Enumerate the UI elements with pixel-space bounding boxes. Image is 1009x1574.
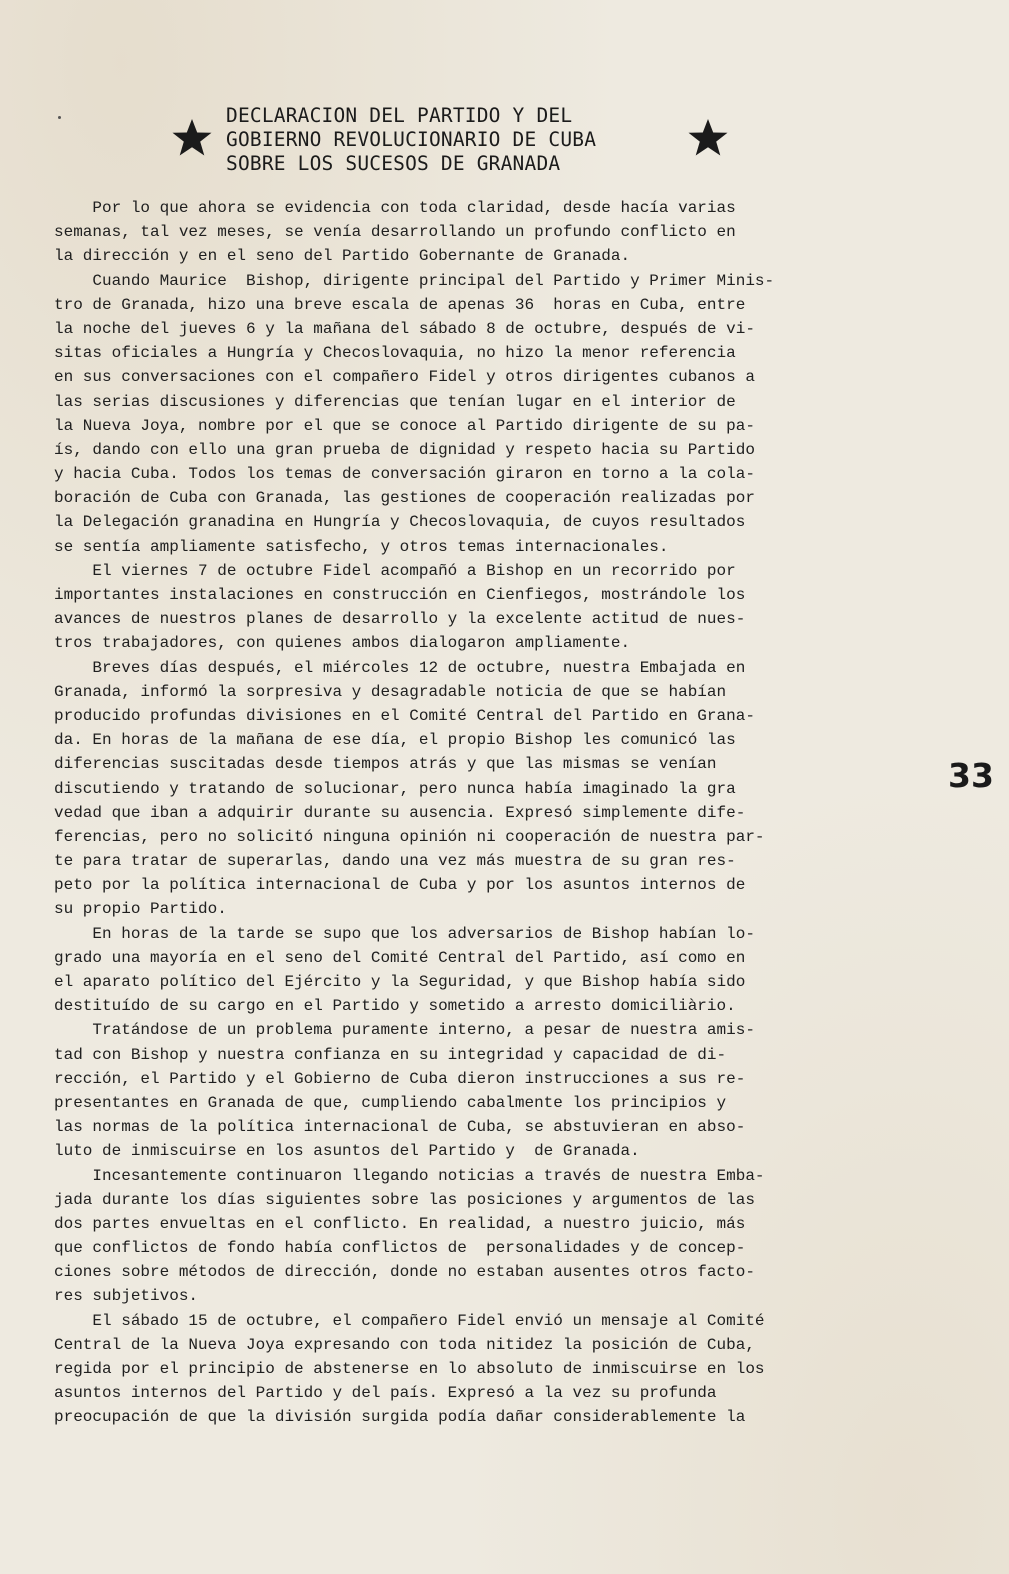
text-line: Cuando Maurice Bishop, dirigente principal del Partido y Primer Minis- <box>54 271 775 290</box>
text-line: El sábado 15 de octubre, el compañero Fidel envió un mensaje al Comité <box>54 1311 765 1330</box>
text-line: rección, el Partido y el Gobierno de Cuba dieron instrucciones a sus re- <box>54 1069 746 1088</box>
text-line: Granada, informó la sorpresiva y desagradable noticia de que se habían <box>54 682 727 701</box>
star-icon <box>686 116 730 160</box>
text-line: da. En horas de la mañana de ese día, el propio Bishop les comunicó las <box>54 731 736 750</box>
text-line: la Nueva Joya, nombre por el que se conoce al Partido dirigente de su pa- <box>54 416 755 435</box>
text-line: en sus conversaciones con el compañero Fidel y otros dirigentes cubanos a <box>54 368 755 387</box>
text-line: importantes instalaciones en construcción en Cienfiegos, mostrándole los <box>54 586 746 604</box>
text-line: grado una mayoría en el seno del Comité Central del Partido, así como en <box>54 948 746 967</box>
text-line: Breves días después, el miércoles 12 de octubre, nuestra Embajada en <box>54 658 746 677</box>
text-line: ciones sobre métodos de dirección, donde no estaban ausentes otros facto- <box>54 1263 755 1282</box>
speck-mark <box>58 116 61 119</box>
text-line: jada durante los días siguientes sobre las posiciones y argumentos de las <box>54 1190 755 1209</box>
title-line: DECLARACION DEL PARTIDO Y DEL <box>226 104 573 127</box>
paragraph <box>54 1309 944 1430</box>
text-line: producido profundas divisiones en el Comité Central del Partido en Grana- <box>54 706 755 725</box>
text-line: te para tratar de superarlas, dando una vez más muestra de su gran res- <box>54 852 736 871</box>
text-line: que conflictos de fondo había conflictos de personalidades y de concep- <box>54 1239 746 1258</box>
text-line: avances de nuestros planes de desarrollo y la excelente actitud de nues- <box>54 610 746 629</box>
page-number: 33 <box>948 756 994 795</box>
text-line: En horas de la tarde se supo que los adversarios de Bishop habían lo- <box>54 924 755 943</box>
text-line: y hacia Cuba. Todos los temas de conversación giraron en torno a la cola- <box>54 465 755 484</box>
text-line: tad con Bishop y nuestra confianza en su integridad y capacidad de di- <box>54 1045 727 1064</box>
text-line: discutiendo y tratando de solucionar, pero nunca había imaginado la gra <box>54 779 736 798</box>
document-header <box>170 104 730 176</box>
text-line: la noche del jueves 6 y la mañana del sábado 8 de octubre, después de vi- <box>54 319 755 338</box>
text-line: presentantes en Granada de que, cumpliendo cabalmente los principios y <box>54 1093 727 1112</box>
text-line: sitas oficiales a Hungría y Checoslovaquia, no hizo la menor referencia <box>54 344 736 363</box>
text-line: boración de Cuba con Granada, las gestiones de cooperación realizadas por <box>54 489 755 508</box>
title-line: GOBIERNO REVOLUCIONARIO DE CUBA <box>226 128 597 151</box>
text-line: la dirección y en el seno del Partido Gobernante de Granada. <box>54 247 631 266</box>
text-line: luto de inmiscuirse en los asuntos del Partido y de Granada. <box>54 1142 640 1161</box>
paragraph <box>54 269 944 559</box>
text-line: ís, dando con ello una gran prueba de dignidad y respeto hacia su Partido <box>54 440 755 459</box>
title-line: SOBRE LOS SUCESOS DE GRANADA <box>226 152 561 175</box>
text-line: las normas de la política internacional de Cuba, se abstuvieran en abso- <box>54 1118 746 1137</box>
text-line: peto por la política internacional de Cuba y por los asuntos internos de <box>54 876 746 895</box>
paragraph <box>54 559 944 656</box>
text-line: asuntos internos del Partido y del país. Expresó a la vez su profunda <box>54 1384 717 1403</box>
paragraph <box>54 922 944 1019</box>
body-text <box>54 196 944 1430</box>
text-line: dos partes envueltas en el conflicto. En realidad, a nuestro juicio, más <box>54 1214 746 1233</box>
text-line: res subjetivos. <box>54 1287 199 1306</box>
text-line: las serias discusiones y diferencias que tenían lugar en el interior de <box>54 392 736 411</box>
text-line: el aparato político del Ejército y la Seguridad, y que Bishop había sido <box>54 973 746 991</box>
text-line: su propio Partido. <box>54 900 227 919</box>
paragraph <box>54 656 944 922</box>
text-line: regida por el principio de abstenerse en lo absoluto de inmiscuirse en los <box>54 1360 765 1378</box>
text-line: la Delegación granadina en Hungría y Checoslovaquia, de cuyos resultados <box>54 513 746 532</box>
text-line: preocupación de que la división surgida podía dañar considerablemente la <box>54 1408 746 1427</box>
star-icon <box>170 116 214 160</box>
text-line: destituído de su cargo en el Partido y sometido a arresto domiciliàrio. <box>54 997 736 1016</box>
text-line: El viernes 7 de octubre Fidel acompañó a Bishop en un recorrido por <box>54 561 736 580</box>
text-line: Central de la Nueva Joya expresando con toda nitidez la posición de Cuba, <box>54 1335 755 1354</box>
paragraph <box>54 196 944 269</box>
paragraph <box>54 1018 944 1163</box>
text-line: Por lo que ahora se evidencia con toda claridad, desde hacía varias <box>54 199 736 217</box>
text-line: se sentía ampliamente satisfecho, y otros temas internacionales. <box>54 537 669 556</box>
paragraph <box>54 1164 944 1309</box>
document-title <box>226 104 596 176</box>
text-line: tro de Granada, hizo una breve escala de apenas 36 horas en Cuba, entre <box>54 295 746 314</box>
text-line: diferencias suscitadas desde tiempos atrás y que las mismas se venían <box>54 755 717 774</box>
text-line: tros trabajadores, con quienes ambos dialogaron ampliamente. <box>54 634 631 653</box>
text-line: Incesantemente continuaron llegando noticias a través de nuestra Emba- <box>54 1166 765 1185</box>
text-line: vedad que iban a adquirir durante su ausencia. Expresó simplemente dife- <box>54 803 746 822</box>
text-line: Tratándose de un problema puramente interno, a pesar de nuestra amis- <box>54 1021 755 1040</box>
text-line: ferencias, pero no solicitó ninguna opinión ni cooperación de nuestra par- <box>54 827 765 846</box>
text-line: semanas, tal vez meses, se venía desarrollando un profundo conflicto en <box>54 223 736 242</box>
